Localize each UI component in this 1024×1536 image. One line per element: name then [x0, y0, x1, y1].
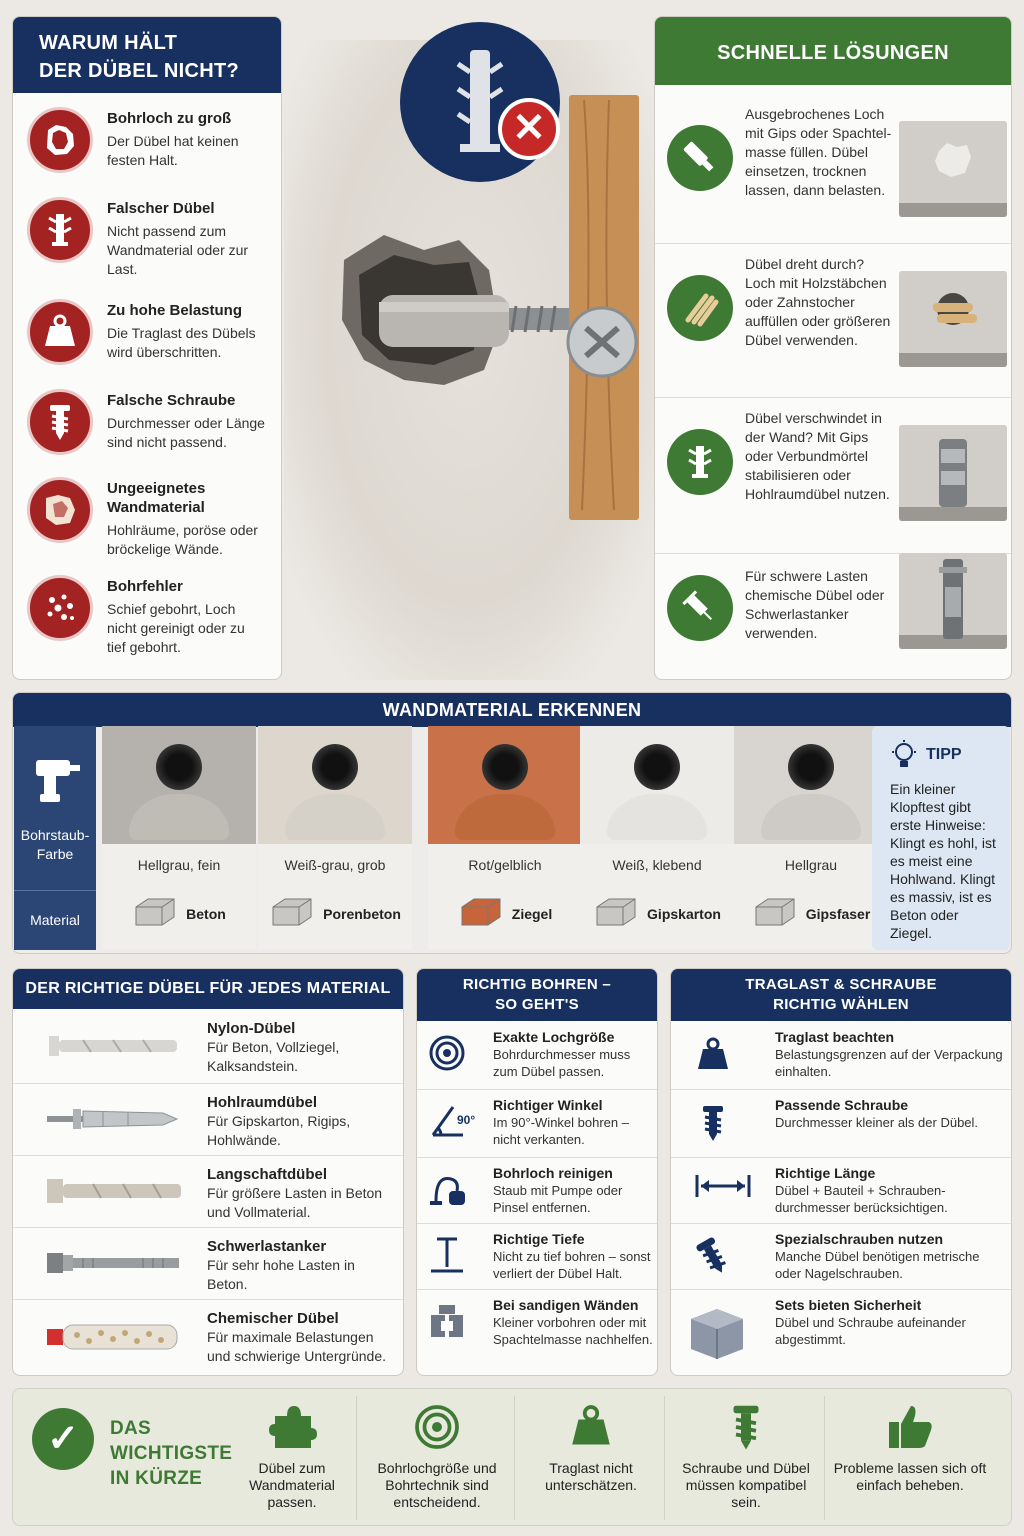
- failure-badge: [400, 22, 560, 182]
- why-item-text: Nicht passend zum Wandmaterial oder zur Last.: [107, 223, 249, 277]
- summary-title-line2: WICHTIGSTE: [110, 1443, 233, 1464]
- material-block-icon: [593, 895, 639, 932]
- load-item: [671, 1021, 1011, 1089]
- summary-item: [670, 1392, 822, 1522]
- summary-item-text: Probleme lassen sich oft einfach beheben.: [833, 1460, 987, 1493]
- load-item-title: Richtige Länge: [775, 1165, 876, 1181]
- material-block-icon: [269, 895, 315, 932]
- drilling-item-title: Bei sandigen Wänden: [493, 1297, 639, 1313]
- summary-item: [362, 1392, 512, 1522]
- drill-dust-photo: [734, 726, 888, 844]
- quick-item-photo: [899, 553, 1007, 649]
- drilling-item-text: Im 90°-Winkel bohren – nicht verkanten.: [493, 1115, 629, 1147]
- material-name: Ziegel: [511, 905, 553, 922]
- why-item-title: Falsche Schraube: [107, 392, 236, 409]
- anchor-image: [43, 1243, 183, 1288]
- why-title-line2: DER DÜBEL NICHT?: [39, 60, 239, 82]
- load-item-text: Manche Dübel benötigen metrische oder Nagelschrauben.: [775, 1249, 980, 1281]
- quick-item-photo: [899, 271, 1007, 367]
- why-item-text: Schief gebohrt, Loch nicht gereinigt oder zu tief gebohrt.: [107, 601, 245, 655]
- drill-dots-icon: [27, 575, 93, 641]
- drilling-title-line1: RICHTIG BOHREN –: [462, 976, 612, 993]
- material-column: [258, 726, 412, 950]
- anchor-item: [13, 1155, 403, 1227]
- summary-title: [110, 1416, 232, 1491]
- anchor-name: Nylon-Dübel: [207, 1020, 296, 1037]
- target-icon: [362, 1392, 512, 1452]
- anchor-text: Für größere Lasten in Beton und Vollmaterial.: [207, 1185, 383, 1220]
- quick-title: SCHNELLE LÖSUNGEN: [655, 17, 1011, 85]
- dust-color-label: Hellgrau, fein: [137, 857, 221, 873]
- screw-icon: [27, 389, 93, 455]
- why-title-line1: WARUM HÄLT: [39, 32, 178, 54]
- target-icon: [427, 1033, 471, 1077]
- dust-color-label: Weiß, klebend: [612, 857, 702, 873]
- quick-item-photo: [899, 121, 1007, 217]
- why-item: [13, 197, 281, 299]
- anchor-text: Für Beton, Vollziegel, Kalksandstein.: [207, 1039, 340, 1074]
- material-name: Beton: [186, 905, 226, 922]
- summary-title-line1: DAS: [110, 1418, 152, 1439]
- why-panel: [12, 16, 282, 680]
- drill-dust-photo: [580, 726, 734, 844]
- summary-item-text: Dübel zum Wandmaterial passen.: [249, 1460, 335, 1510]
- error-x-icon: ✕: [498, 98, 560, 160]
- load-item-text: Belastungsgrenzen auf der Verpackung einhalten.: [775, 1047, 1003, 1079]
- anchor-name: Langschaftdübel: [207, 1166, 328, 1183]
- screw-icon: [670, 1392, 822, 1452]
- summary-item-text: Traglast nicht unterschätzen.: [545, 1460, 637, 1493]
- anchor-text: Für Gipskarton, Rigips, Hohlwände.: [207, 1113, 351, 1148]
- quick-item-text: Dübel verschwindet in der Wand? Mit Gips oder Verbundmörtel stabilisieren oder Hohlraumdübel nutzen.: [745, 410, 890, 502]
- anchor-item: [13, 1299, 403, 1375]
- anchors-panel: [12, 968, 404, 1376]
- why-item-title: Bohrloch zu groß: [107, 110, 232, 127]
- anchor-text: Für maximale Belastungen und schwierige Untergründe.: [207, 1329, 386, 1364]
- dust-color-label: Hellgrau: [784, 857, 838, 873]
- drilling-header: [417, 969, 657, 1021]
- why-item-text: Der Dübel hat keinen festen Halt.: [107, 133, 239, 168]
- length-arrow-icon: [693, 1171, 753, 1206]
- drilling-item: [417, 1289, 657, 1371]
- drilling-item: [417, 1157, 657, 1223]
- puzzle-icon: [226, 1392, 358, 1452]
- why-item-text: Durchmesser oder Länge sind nicht passend.: [107, 415, 265, 450]
- anchor-image: [43, 1317, 183, 1362]
- filler-tube-icon: [667, 125, 733, 191]
- anchors-title: DER RICHTIGE DÜBEL FÜR JEDES MATERIAL: [13, 969, 403, 1009]
- materials-row-labels: [14, 726, 96, 950]
- drilling-item-text: Bohrdurchmesser muss zum Dübel passen.: [493, 1047, 631, 1079]
- lightbulb-icon: [890, 740, 918, 770]
- dust-row-label: Bohrstaub-Farbe: [20, 827, 90, 862]
- drilling-item: [417, 1223, 657, 1289]
- anchor-text: Für sehr hohe Lasten in Beton.: [207, 1257, 355, 1292]
- load-item: [671, 1223, 1011, 1289]
- anchor-icon: [667, 429, 733, 495]
- drilling-item-title: Bohrloch reinigen: [493, 1165, 613, 1181]
- drilling-item-title: Richtige Tiefe: [493, 1231, 585, 1247]
- tip-title: TIPP: [926, 746, 962, 763]
- why-item: [13, 389, 281, 477]
- load-item-title: Spezialschrauben nutzen: [775, 1231, 944, 1247]
- load-item: [671, 1157, 1011, 1223]
- material-row-label: Material: [30, 912, 80, 928]
- material-name: Gipskarton: [647, 905, 721, 922]
- drilling-item-text: Staub mit Pumpe oder Pinsel entfernen.: [493, 1183, 623, 1215]
- anchor-item: [13, 1227, 403, 1299]
- thumbs-up-icon: [830, 1392, 990, 1452]
- why-item: [13, 477, 281, 575]
- sand-wall-icon: [427, 1301, 471, 1345]
- vacuum-icon: [427, 1169, 471, 1213]
- weight-icon: [520, 1392, 662, 1452]
- drilling-title-line2: SO GEHT'S: [495, 996, 579, 1013]
- anchor-name: Chemischer Dübel: [207, 1310, 339, 1327]
- dust-color-label: Weiß-grau, grob: [284, 857, 386, 873]
- material-block-icon: [132, 895, 178, 932]
- anchor-name: Hohlraumdübel: [207, 1094, 318, 1111]
- weight-icon: [693, 1035, 733, 1080]
- anchor-image: [43, 1099, 183, 1144]
- why-item: [13, 107, 281, 197]
- special-screw-icon: [693, 1237, 733, 1282]
- quick-item-text: Dübel dreht durch? Loch mit Holzstäbchen oder Zahnstocher auffüllen oder größeren Dübel verwenden.: [745, 256, 891, 348]
- load-item: [671, 1289, 1011, 1371]
- load-panel: [670, 968, 1012, 1376]
- why-item-text: Hohlräume, poröse oder bröckelige Wände.: [107, 522, 258, 557]
- load-item: [671, 1089, 1011, 1157]
- drill-dust-photo: [102, 726, 256, 844]
- material-block-icon: [458, 895, 504, 932]
- tip-text: Ein kleiner Klopftest gibt erste Hinweise: Klingt es hohl, ist es meist eine Hohlwand. Klingt es massiv, ist es Beton oder Ziegel.: [890, 781, 996, 941]
- summary-item: [520, 1392, 662, 1522]
- load-item-text: Dübel und Schraube aufeinander abgestimmt.: [775, 1315, 966, 1347]
- quick-item: [655, 253, 1011, 407]
- load-header: [671, 969, 1011, 1021]
- drill-dust-photo: [258, 726, 412, 844]
- anchor-name: Schwerlastanker: [207, 1238, 327, 1255]
- summary-item-text: Bohrlochgröße und Bohrtechnik sind entscheidend.: [377, 1460, 497, 1510]
- load-item-text: Dübel + Bauteil + Schrauben-durchmesser berücksichtigen.: [775, 1183, 948, 1215]
- material-column: [428, 726, 582, 950]
- why-header: [13, 17, 281, 93]
- load-item-title: Traglast beachten: [775, 1029, 895, 1045]
- quick-item: [655, 103, 1011, 253]
- why-item-title: Falscher Dübel: [107, 200, 215, 217]
- wrong-anchor-icon: [27, 197, 93, 263]
- why-item-title: Bohrfehler: [107, 578, 183, 595]
- material-name: Gipsfaser: [805, 905, 871, 922]
- why-item-title: Ungeeignetes Wandmaterial: [107, 480, 206, 516]
- wooden-sticks-icon: [667, 275, 733, 341]
- drill-dust-photo: [428, 726, 582, 844]
- anchor-item: [13, 1083, 403, 1155]
- quick-item: [655, 563, 1011, 680]
- summary-item: [830, 1392, 990, 1522]
- why-item: [13, 575, 281, 680]
- syringe-icon: [667, 575, 733, 641]
- material-column: [102, 726, 256, 950]
- large-hole-icon: [27, 107, 93, 173]
- weight-icon: [27, 299, 93, 365]
- drilling-panel: [416, 968, 658, 1376]
- anchor-image: [43, 1026, 183, 1071]
- drill-icon: [28, 750, 84, 806]
- why-item-text: Die Traglast des Dübels wird überschritten.: [107, 325, 256, 360]
- drilling-item-title: Exakte Lochgröße: [493, 1029, 615, 1045]
- drilling-item: [417, 1089, 657, 1157]
- drilling-item: [417, 1021, 657, 1089]
- material-block-icon: [752, 895, 798, 932]
- why-item: [13, 299, 281, 389]
- box-icon: [685, 1297, 749, 1366]
- load-title-line1: TRAGLAST & SCHRAUBE: [745, 976, 937, 993]
- quick-item-photo: [899, 425, 1007, 521]
- drilling-item-title: Richtiger Winkel: [493, 1097, 603, 1113]
- anchor-item: [13, 1009, 403, 1083]
- angle-icon: [427, 1101, 476, 1145]
- why-item-title: Zu hohe Belastung: [107, 302, 242, 319]
- summary-item: [226, 1392, 358, 1522]
- quick-item-text: Ausgebrochenes Loch mit Gips oder Spachtel-masse füllen. Dübel einsetzen, trocknen lassen, dann belasten.: [745, 106, 892, 198]
- load-title-line2: RICHTIG WÄHLEN: [773, 996, 909, 1013]
- quick-item: [655, 407, 1011, 563]
- load-item-title: Sets bieten Sicherheit: [775, 1297, 922, 1313]
- drilling-item-text: Nicht zu tief bohren – sonst verliert der Dübel Halt.: [493, 1249, 651, 1281]
- quick-item-text: Für schwere Lasten chemische Dübel oder Schwerlastanker verwenden.: [745, 568, 885, 641]
- load-item-title: Passende Schraube: [775, 1097, 909, 1113]
- summary-title-line3: IN KÜRZE: [110, 1468, 203, 1489]
- materials-title: WANDMATERIAL ERKENNEN: [13, 693, 1011, 727]
- anchor-image: [43, 1171, 183, 1216]
- screw-icon: [693, 1103, 733, 1148]
- depth-icon: [427, 1235, 471, 1279]
- drilling-item-text: Kleiner vorbohren oder mit Spachtelmasse nachhelfen.: [493, 1315, 653, 1347]
- quick-panel: [654, 16, 1012, 680]
- angle-label: 90°: [457, 1113, 476, 1127]
- summary-item-text: Schraube und Dübel müssen kompatibel sein.: [682, 1460, 810, 1510]
- material-column: [734, 726, 888, 950]
- crumbling-wall-icon: [27, 477, 93, 543]
- material-column: [580, 726, 734, 950]
- summary-check-icon: ✓: [32, 1408, 94, 1470]
- dust-color-label: Rot/gelblich: [468, 857, 542, 873]
- material-name: Porenbeton: [323, 905, 401, 922]
- load-item-text: Durchmesser kleiner als der Dübel.: [775, 1115, 979, 1130]
- tip-box: [872, 726, 1010, 950]
